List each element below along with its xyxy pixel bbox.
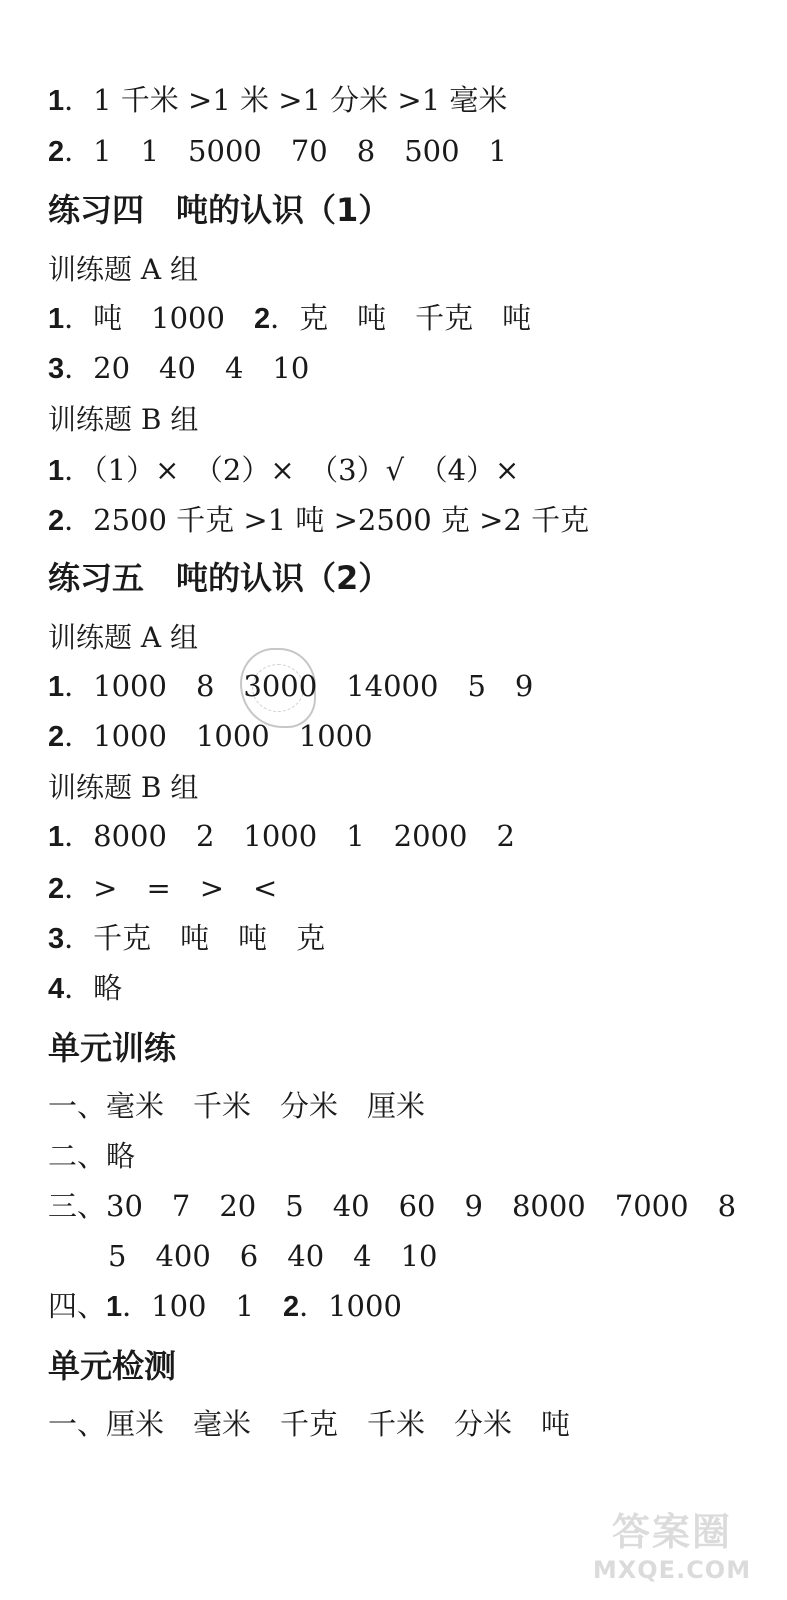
answer-line-1	[48, 666, 533, 707]
answer-line-1	[48, 450, 519, 491]
item-number: 2	[48, 721, 65, 753]
item-number: 1	[48, 303, 65, 335]
section-heading-5: 练习五 吨的认识（2）	[48, 559, 391, 597]
answer-line-1	[48, 80, 507, 121]
item-number: 1	[48, 85, 65, 117]
section-heading-unit-training: 单元训练	[48, 1029, 177, 1067]
item-number: 2	[48, 505, 65, 537]
item-number: 2	[282, 1291, 300, 1323]
watermark-title: 答案圈	[611, 1509, 732, 1554]
answer-text: ．100 1	[122, 1289, 283, 1323]
answer-line-3	[48, 918, 325, 959]
item-number: 2	[48, 136, 65, 168]
answer-line-si	[48, 1286, 402, 1327]
answer-text: ．20 40 4 10	[64, 351, 310, 385]
answer-line-2	[48, 716, 373, 757]
answer-line-san-cont: 5 400 6 40 4 10	[108, 1239, 438, 1273]
item-number: 1	[48, 671, 65, 703]
answer-text: ．（1）× （2）× （3）√ （4）×	[64, 453, 520, 487]
item-number: 2	[253, 303, 271, 335]
answer-line-1-2	[48, 298, 531, 339]
answer-line-san: 三、30 7 20 5 40 60 9 8000 7000 8	[48, 1189, 737, 1223]
answer-line-er: 二、略	[48, 1139, 136, 1173]
item-number: 1	[48, 821, 65, 853]
answer-text: ．1000 1000 1000	[64, 719, 373, 753]
answer-text: ．克 吨 千克 吨	[270, 301, 532, 335]
answer-line-4	[48, 968, 122, 1009]
answer-text: ．2500 千克 >1 吨 >2500 克 >2 千克	[64, 503, 590, 537]
answer-line-2	[48, 131, 507, 172]
group-a-label: 训练题 A 组	[48, 621, 199, 654]
item-number: 4	[48, 973, 65, 1005]
item-number: 1	[106, 1291, 123, 1323]
answer-text: ．8000 2 1000 1 2000 2	[64, 819, 515, 853]
group-b-label: 训练题 B 组	[48, 771, 199, 804]
answer-line-1	[48, 816, 515, 857]
answer-line-2	[48, 500, 589, 541]
answer-line-3	[48, 348, 309, 389]
group-a-label: 训练题 A 组	[48, 253, 199, 286]
item-number: 2	[48, 873, 65, 905]
answer-text: ．千克 吨 吨 克	[64, 921, 326, 955]
answer-text: 四、	[48, 1289, 107, 1323]
answer-line-yi: 一、毫米 千米 分米 厘米	[48, 1089, 426, 1123]
answer-text: ．1000	[299, 1289, 402, 1323]
answer-text: ．1 1 5000 70 8 500 1	[64, 134, 507, 168]
group-b-label: 训练题 B 组	[48, 403, 199, 436]
answer-text: ．1000 8 3000 14000 5 9	[64, 669, 534, 703]
watermark-url: MXQE.COM	[592, 1555, 752, 1584]
answer-text: ．略	[64, 971, 123, 1005]
answer-text: ．1 千米 >1 米 >1 分米 >1 毫米	[64, 83, 508, 117]
item-number: 3	[48, 923, 65, 955]
answer-text: ．吨 1000	[64, 301, 254, 335]
section-heading-unit-test: 单元检测	[48, 1347, 177, 1385]
section-heading-4: 练习四 吨的认识（1）	[48, 191, 391, 229]
watermark-logo	[577, 1502, 767, 1582]
answer-line-yi: 一、厘米 毫米 千克 千米 分米 吨	[48, 1407, 571, 1441]
answer-line-2	[48, 868, 277, 909]
item-number: 3	[48, 353, 65, 385]
answer-text: ．> = > <	[64, 871, 278, 905]
item-number: 1	[48, 455, 65, 487]
